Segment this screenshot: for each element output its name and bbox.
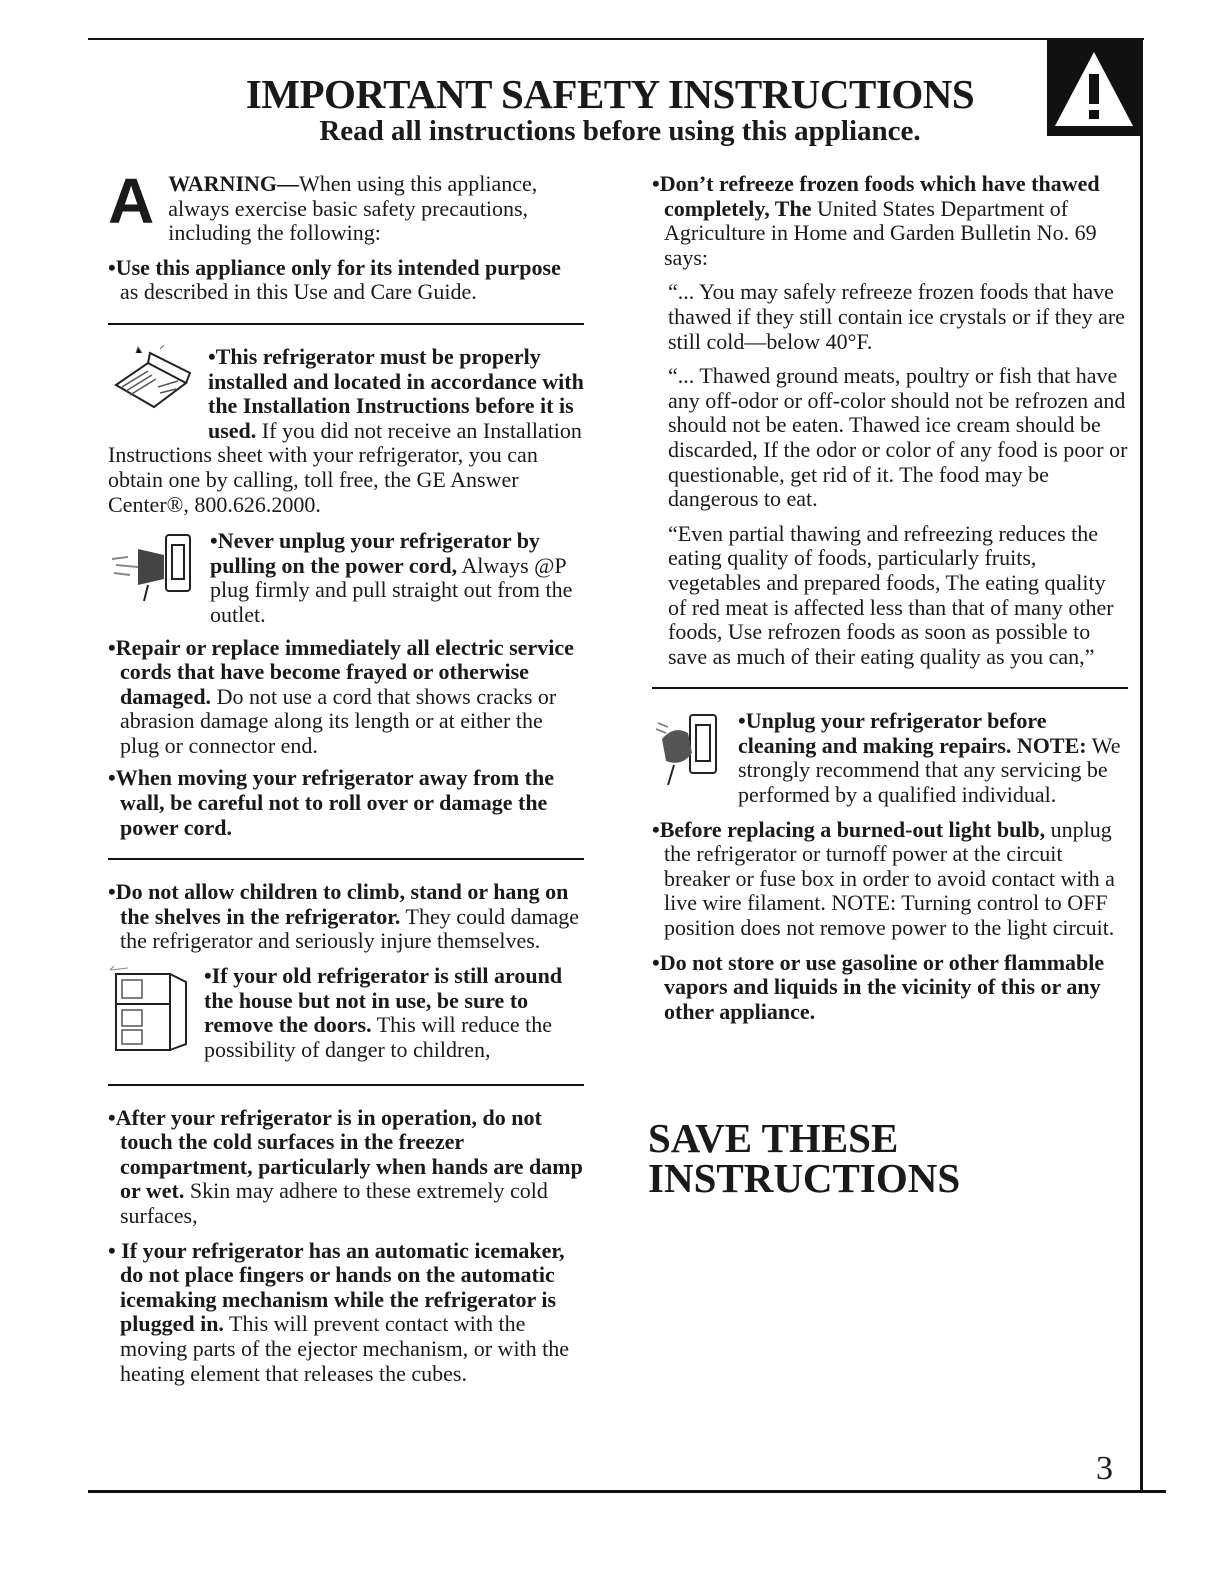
- divider: [108, 858, 584, 860]
- list-item: • If your refrigerator has an automatic icemaker, do not place fingers or hands on the automatic icemaking mechanism while the refrigerator is plugged in. This will prevent contact with the moving parts of the ejector mechanism, or with the heating element that releases the cubes.: [108, 1237, 570, 1386]
- list-item: •If your old refrigerator is still around the house but not in use, be sure to remove the doors. This will reduce the possibility of danger to children,: [108, 964, 584, 1062]
- page-title: IMPORTANT SAFETY INSTRUCTIONS: [245, 71, 975, 117]
- list-item: •Never unplug your refrigerator by pulling on the power cord, Always @P plug firmly and pull straight out from the outlet.: [108, 529, 584, 627]
- warning-paragraph: [108, 165, 584, 246]
- warning-triangle-icon: [1047, 40, 1141, 136]
- divider: [108, 1084, 584, 1086]
- top-rule: [88, 38, 1144, 40]
- unplug-hand-icon: [652, 709, 728, 795]
- plug-outlet-icon: [108, 529, 200, 613]
- quote-paragraph: “... Thawed ground meats, poultry or fish that have any off-odor or off-color should not be refrozen and should not be eaten. Thawed ice cream should be discarded, If the odor or color of any food is poor or questionable, get rid of it. The food may be dangerous to eat.: [668, 363, 1128, 512]
- list-item: •Unplug your refrigerator before cleaning and making repairs. NOTE: We strongly recommend that any servicing be performed by a qualified individual.: [652, 709, 1128, 807]
- list-item: •This refrigerator must be properly installed and located in accordance with the Installation Instructions before it is used. If you did not receive an Installation Instructions sheet with your refrigerator, you can obtain one by calling, toll free, the GE Answer Center®, 800.626.2000.: [108, 343, 584, 517]
- list-item: •Use this appliance only for its intended purpose as described in this Use and Care Guide.: [108, 254, 561, 305]
- list-item: •Do not store or use gasoline or other flammable vapors and liquids in the vicinity of this or any other appliance.: [652, 949, 1105, 1024]
- quote-paragraph: “... You may safely refreeze frozen foods that have thawed if they still contain ice crystals or if they are still cold—below 40°F.: [668, 279, 1125, 354]
- bottom-rule: [88, 1490, 1166, 1493]
- refrigerator-icon: [108, 964, 194, 1062]
- page-subtitle: Read all instructions before using this appliance.: [319, 115, 921, 147]
- list-item: •Don’t refreeze frozen foods which have thawed completely, The United States Department of Agriculture in Home and Garden Bulletin No. 69 says:: [652, 171, 1100, 270]
- divider: [108, 323, 584, 325]
- page-number: 3: [1096, 1450, 1113, 1487]
- warning-label: WARNING—: [168, 171, 300, 196]
- list-item: •After your refrigerator is in operation, do not touch the cold surfaces in the freezer compartment, particularly when hands are damp or wet. Skin may adhere to these extremely cold surfaces,: [108, 1104, 583, 1228]
- save-instructions-heading: SAVE THESE INSTRUCTIONS: [648, 1115, 961, 1201]
- left-column: [108, 165, 584, 1386]
- warning-drop-letter: A: [108, 165, 155, 237]
- installation-manual-icon: [108, 345, 198, 431]
- warning-text: When using this appliance, always exercise basic safety precautions, including the following:: [168, 171, 538, 246]
- right-rule: [1140, 40, 1143, 1492]
- list-item: •Before replacing a burned-out light bulb, unplug the refrigerator or turnoff power at the circuit breaker or fuse box in order to avoid contact with a live wire filament. NOTE: Turning control to OFF position does not remove power to the light circuit.: [652, 816, 1115, 941]
- list-item: •Repair or replace immediately all electric service cords that have become frayed or otherwise damaged. Do not use a cord that shows cracks or abrasion damage along its length or at either the plug or connector end.: [108, 634, 574, 758]
- divider: [652, 687, 1128, 689]
- right-column: [652, 172, 1128, 1024]
- list-item: •Do not allow children to climb, stand or hang on the shelves in the refrigerator. They could damage the refrigerator and seriously injure themselves.: [108, 879, 580, 954]
- list-item: •When moving your refrigerator away from the wall, be careful not to roll over or damage the power cord.: [108, 765, 555, 840]
- quote-paragraph: “Even partial thawing and refreezing reduces the eating quality of foods, particularly fruits, vegetables and prepared foods, The eating quality of red meat is affected less than that of many other foods, Use refrozen foods as soon as possible to save as much of their eating quality as you can,”: [668, 520, 1114, 669]
